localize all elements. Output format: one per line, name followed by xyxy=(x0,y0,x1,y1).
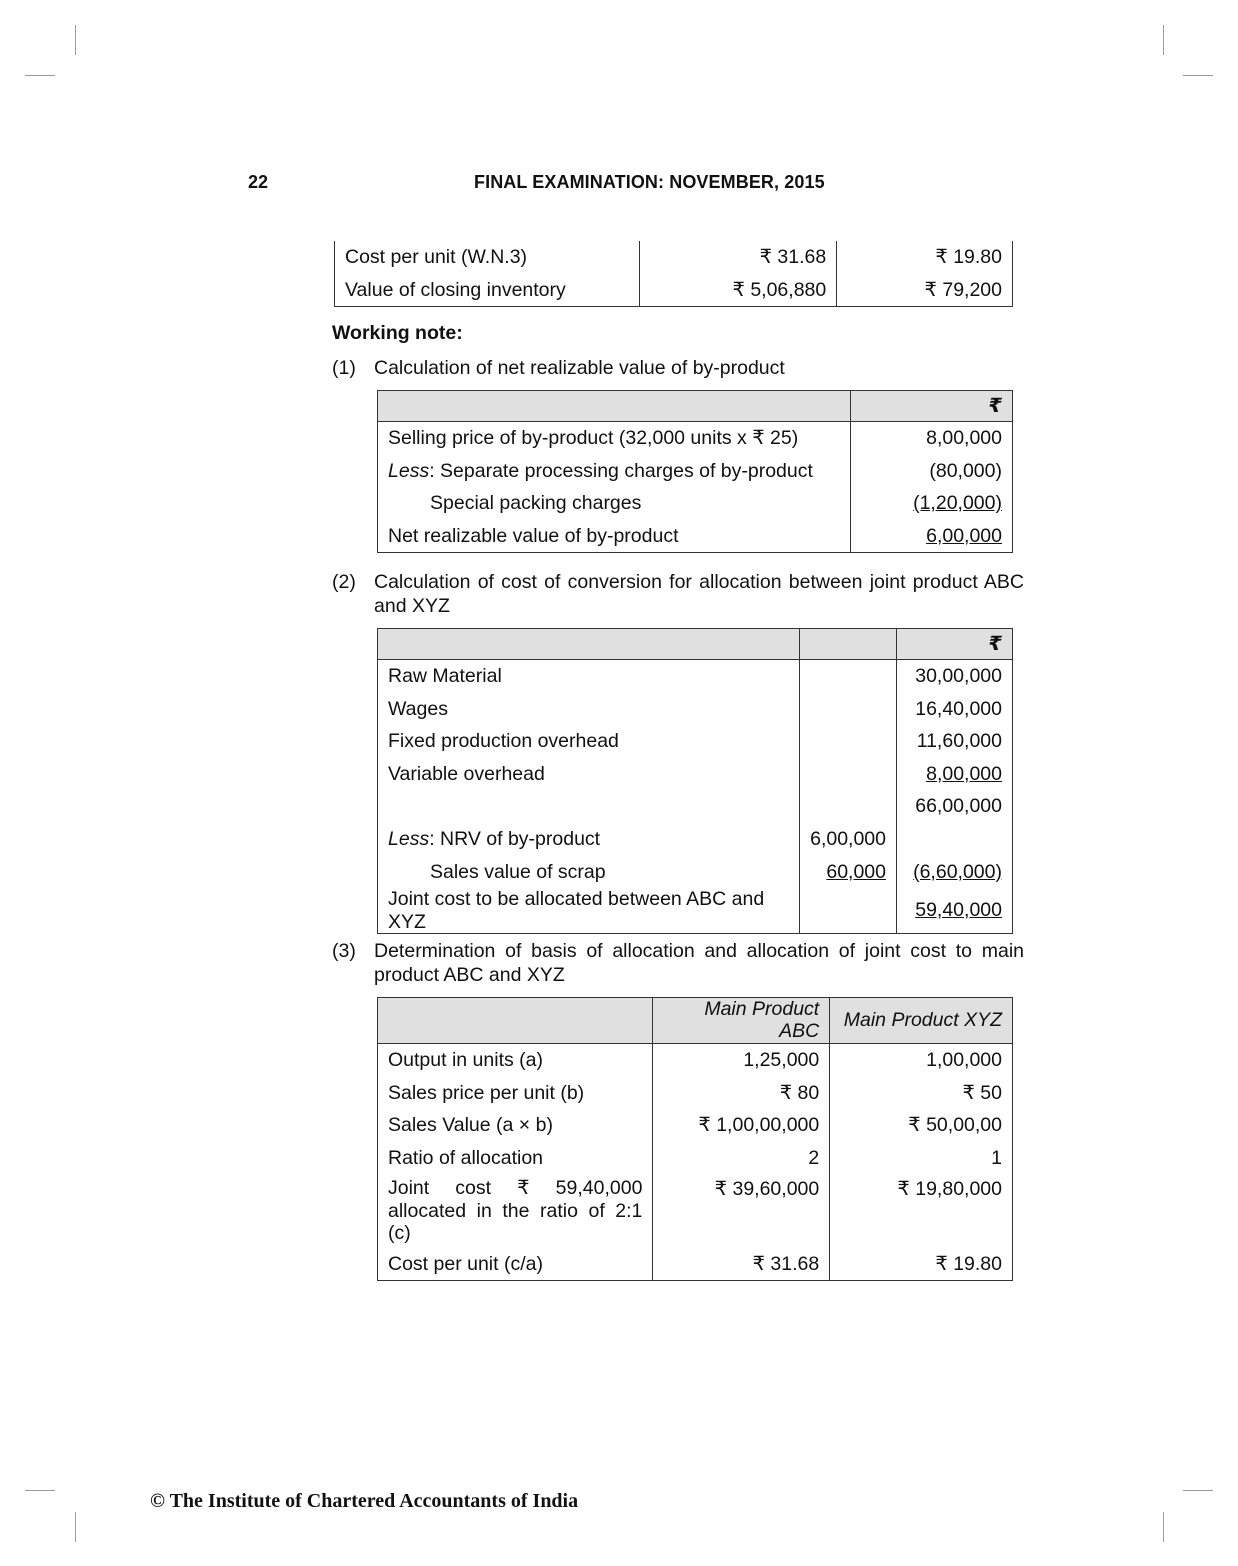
amount: (80,000) xyxy=(851,455,1013,488)
note-3-title xyxy=(332,939,1024,987)
amount-value: (1,20,000) xyxy=(913,492,1002,515)
crop-mark xyxy=(1163,1512,1164,1542)
row-label: Variable overhead xyxy=(378,758,800,791)
table-row xyxy=(378,1142,1013,1175)
row-label: Output in units (a) xyxy=(378,1043,653,1076)
abc-value: ₹ 31.68 xyxy=(653,1247,830,1280)
amount xyxy=(897,856,1013,889)
row-label: Fixed production overhead xyxy=(378,725,800,758)
note-title-text: Determination of basis of allocation and allocation of joint cost to main product ABC and XYZ xyxy=(374,940,1024,986)
row-label xyxy=(378,790,800,823)
amount: 66,00,000 xyxy=(897,790,1013,823)
amount: 11,60,000 xyxy=(897,725,1013,758)
crop-mark xyxy=(25,75,55,76)
abc-value: ₹ 80 xyxy=(653,1076,830,1109)
table-row xyxy=(378,1174,1013,1247)
row-label: Joint cost to be allocated between ABC and XYZ xyxy=(378,888,800,933)
table-row xyxy=(378,790,1013,823)
working-note-heading: Working note: xyxy=(332,322,463,344)
crop-mark xyxy=(75,25,76,55)
row-label: Net realizable value of by-product xyxy=(378,520,851,553)
table-row xyxy=(378,455,1013,488)
table-row xyxy=(378,725,1013,758)
crop-mark xyxy=(1183,75,1213,76)
sub-amount xyxy=(800,758,897,791)
table-row xyxy=(378,758,1013,791)
row-label: Value of closing inventory xyxy=(335,274,640,307)
table-row xyxy=(378,856,1013,889)
currency-header: ₹ xyxy=(851,391,1013,422)
sub-amount xyxy=(800,725,897,758)
abc-value: 2 xyxy=(653,1142,830,1175)
amount xyxy=(851,487,1013,520)
amount xyxy=(851,520,1013,553)
note-number: (2) xyxy=(332,571,356,593)
page-number: 22 xyxy=(248,172,269,192)
xyz-value: 1 xyxy=(830,1142,1013,1175)
amount-value: 59,40,000 xyxy=(915,899,1002,922)
note-number: (3) xyxy=(332,940,356,962)
closing-inventory-table xyxy=(334,241,1013,307)
row-label: Special packing charges xyxy=(378,487,851,520)
xyz-value: ₹ 19.80 xyxy=(837,241,1013,274)
label-text: : NRV of by-product xyxy=(429,828,601,851)
sub-amount xyxy=(800,790,897,823)
table-row xyxy=(378,823,1013,856)
table-row xyxy=(378,487,1013,520)
amount xyxy=(897,823,1013,856)
row-label: Raw Material xyxy=(378,660,800,693)
copyright-footer: © The Institute of Chartered Accountants of India xyxy=(150,1490,579,1512)
xyz-value: ₹ 19,80,000 xyxy=(830,1174,1013,1247)
sub-amount xyxy=(800,888,897,933)
sub-amount xyxy=(800,856,897,889)
xyz-value: ₹ 79,200 xyxy=(837,274,1013,307)
abc-value: ₹ 5,06,880 xyxy=(640,274,837,307)
amount-value: 6,00,000 xyxy=(926,524,1002,547)
row-label: Wages xyxy=(378,693,800,726)
abc-value: ₹ 31.68 xyxy=(640,241,837,274)
joint-cost-allocation-table xyxy=(377,997,1013,1281)
table-row xyxy=(378,1043,1013,1076)
row-label: Sales Value (a × b) xyxy=(378,1109,653,1142)
sub-amount: 6,00,000 xyxy=(800,823,897,856)
less-prefix: Less xyxy=(388,459,430,482)
currency-header: ₹ xyxy=(897,629,1013,660)
abc-value: ₹ 39,60,000 xyxy=(653,1174,830,1247)
crop-mark xyxy=(25,1490,55,1491)
column-header-xyz: Main Product XYZ xyxy=(830,998,1013,1044)
sub-amount xyxy=(800,693,897,726)
xyz-value: ₹ 50,00,00 xyxy=(830,1109,1013,1142)
row-label: Cost per unit (W.N.3) xyxy=(335,241,640,274)
crop-mark xyxy=(1163,25,1164,55)
xyz-value: ₹ 19.80 xyxy=(830,1247,1013,1280)
row-label xyxy=(378,823,800,856)
nrv-by-product-table xyxy=(377,390,1013,553)
crop-mark xyxy=(1183,1490,1213,1491)
amount: 16,40,000 xyxy=(897,693,1013,726)
cost-of-conversion-table xyxy=(377,628,1013,934)
table-row xyxy=(378,520,1013,553)
table-row xyxy=(378,1076,1013,1109)
row-label: Selling price of by-product (32,000 units x ₹ 25) xyxy=(378,422,851,455)
column-header-abc: Main Product ABC xyxy=(653,998,830,1044)
less-prefix: Less xyxy=(388,828,430,851)
table-header-row xyxy=(378,998,1013,1044)
note-2-title xyxy=(332,570,1024,618)
note-title-text: Calculation of net realizable value of by-product xyxy=(374,357,785,379)
table-row xyxy=(335,241,1013,274)
table-row xyxy=(378,422,1013,455)
page-header-title: FINAL EXAMINATION: NOVEMBER, 2015 xyxy=(474,172,825,192)
table-header-row xyxy=(378,629,1013,660)
table-row xyxy=(335,274,1013,307)
sub-amount-value: 60,000 xyxy=(826,860,886,883)
label-text: : Separate processing charges of by-product xyxy=(429,459,813,482)
table-row xyxy=(378,888,1013,933)
table-row xyxy=(378,660,1013,693)
row-label: Cost per unit (c/a) xyxy=(378,1247,653,1280)
table-row xyxy=(378,1109,1013,1142)
abc-value: ₹ 1,00,00,000 xyxy=(653,1109,830,1142)
amount: 30,00,000 xyxy=(897,660,1013,693)
xyz-value: ₹ 50 xyxy=(830,1076,1013,1109)
row-label xyxy=(378,455,851,488)
table-row xyxy=(378,1247,1013,1280)
amount: 8,00,000 xyxy=(851,422,1013,455)
table-header-row xyxy=(378,391,1013,422)
amount xyxy=(897,888,1013,933)
note-1-title xyxy=(332,356,1024,380)
amount-value: 8,00,000 xyxy=(926,762,1002,785)
row-label: Sales price per unit (b) xyxy=(378,1076,653,1109)
amount-value: (6,60,000) xyxy=(913,860,1002,883)
table-row xyxy=(378,693,1013,726)
sub-amount xyxy=(800,660,897,693)
abc-value: 1,25,000 xyxy=(653,1043,830,1076)
amount xyxy=(897,758,1013,791)
crop-mark xyxy=(75,1512,76,1542)
xyz-value: 1,00,000 xyxy=(830,1043,1013,1076)
row-label: Ratio of allocation xyxy=(378,1142,653,1175)
row-label: Joint cost ₹ 59,40,000 allocated in the ratio of 2:1 (c) xyxy=(378,1174,653,1247)
row-label: Sales value of scrap xyxy=(378,856,800,889)
note-title-text: Calculation of cost of conversion for allocation between joint product ABC and XYZ xyxy=(374,571,1024,617)
note-number: (1) xyxy=(332,357,356,379)
